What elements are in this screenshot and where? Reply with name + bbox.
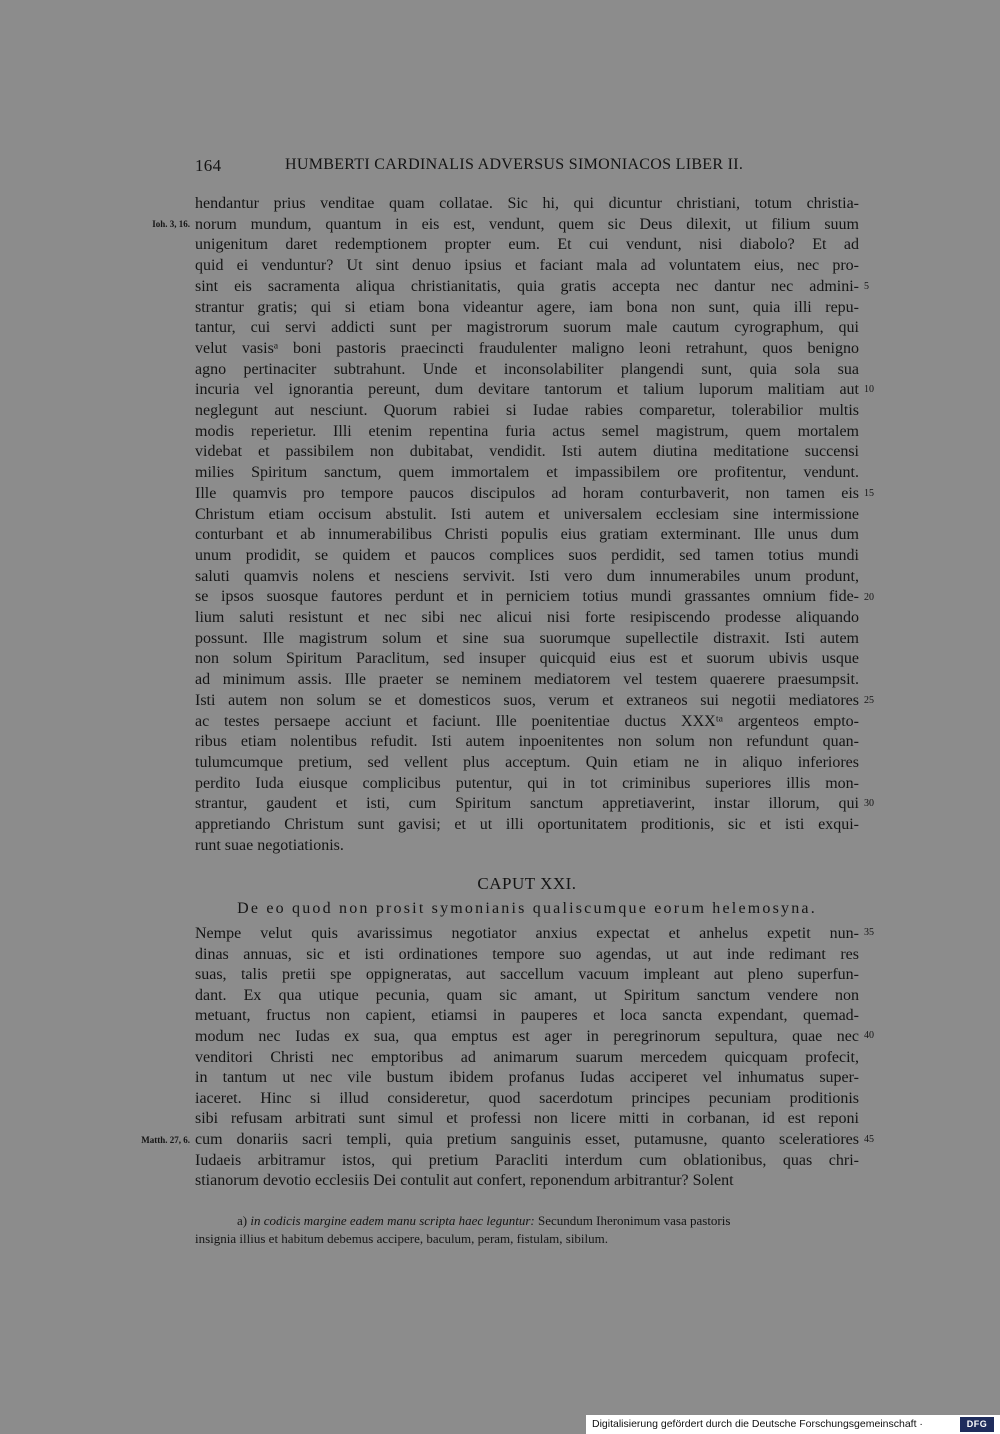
text-line: strantur gratis; qui si etiam bona videantur agere, iam bona non sunt, quia illi repu- — [195, 298, 859, 316]
line-number: 25 — [864, 695, 874, 706]
footnote-line — [237, 1212, 859, 1230]
text-line: unigenitum daret redemptionem propter eum. Et cui vendunt, nisi diabolo? Et ad — [195, 236, 859, 254]
text-line: Iudaeis arbitramur istos, qui pretium Paracliti interdum cum oblationibus, quas chri- — [195, 1151, 859, 1169]
text-line: iaceret. Hinc si illud consideretur, quod sacerdotum principes pecuniam proditionis — [195, 1089, 859, 1107]
text-line: hendantur prius venditae quam collatae. Sic hi, qui dicuntur christiani, totum christia- — [195, 195, 859, 212]
text-line: neglegunt aut nesciunt. Quorum rabiei si Iudae rabies comparetur, tolerabilior multis — [195, 402, 859, 419]
text-line: videbat et passibilem non dubitabat, vendidit. Isti autem diutina meditatione succensi — [195, 443, 859, 461]
line-number: 5 — [864, 281, 869, 292]
text-line: strantur, gaudent et isti, cum Spiritum sanctum appretiaverint, instar illorum, qui — [195, 795, 859, 813]
line-number: 20 — [864, 592, 874, 603]
text-line: lium saluti resistunt et nec sibi nec alicui nisi forte resipiscendo prodesse aliquando — [195, 609, 859, 626]
text-line: norum mundum, quantum in eis est, vendunt, quem sic Deus dilexit, ut filium suum — [195, 215, 859, 233]
text-line: Ille quamvis pro tempore paucos discipulos ad horam conturbaverit, non tamen eis — [195, 484, 859, 502]
text-line: agno pertinaciter subtrahunt. Unde et inconsolabiliter plangendi sunt, quia sola sua — [195, 360, 859, 378]
line-number: 10 — [864, 384, 874, 395]
text-line: modis reperietur. Illi etenim repentina furia actus semel magistrum, quem mortalem — [195, 422, 859, 440]
line-number: 15 — [864, 488, 874, 499]
text-line: quid ei venduntur? Ut sint denuo ipsius et faciant mala ad voluntatem eius, nec pro- — [195, 257, 859, 275]
text-line: se ipsos suosque fautores perdunt et in perniciem totius mundi grassantes omnium fide- — [195, 588, 859, 606]
chapter-subtitle: De eo quod non prosit symonianis qualiscumque eorum helemosyna. — [237, 900, 817, 917]
text-line: Nempe velut quis avarissimus negotiator anxius expectat et anhelus expetit nun- — [195, 925, 859, 942]
text-line: sint eis sacramenta aliqua christianitatis, quia gratis accepta nec dantur nec admini- — [195, 277, 859, 295]
text-line: modum nec Iudas ex sua, qua emptus est ager in peregrinorum sepultura, quae nec — [195, 1028, 859, 1045]
digitization-credit: Digitalisierung gefördert durch die Deutsche Forschungsgemeinschaft · — [592, 1418, 923, 1430]
line-number: 40 — [864, 1030, 874, 1041]
line-number: 30 — [864, 798, 874, 809]
text-line: unum prodidit, se quidem et paucos complices suos perdidit, sed tamen totius mundi — [195, 546, 859, 564]
text-line: possunt. Ille magistrum solum et sine sua suorumque supellectile distraxit. Isti autem — [195, 629, 859, 647]
text-line: runt suae negotiationis. — [195, 836, 344, 854]
text-line: incuria vel ignorantia pereunt, dum devitare tantorum et talium luporum malitiam aut — [195, 381, 859, 399]
text-line: sibi refusam arbitrati sunt simul et professi non licere mitti in corbanan, id est reponi — [195, 1110, 859, 1128]
text-line: in tantum ut nec vile bustum ibidem profanus Iudas acciperet vel inhumatus super- — [195, 1069, 859, 1087]
footer-bar — [586, 1415, 1000, 1434]
text-line: velut vasisᵃ boni pastoris praecincti fraudulenter maligno leoni retrahunt, quos benigno — [195, 339, 859, 357]
text-line: milies Spiritum sanctum, quem immortalem et impassibilem ore profitentur, vendunt. — [195, 464, 859, 482]
line-number: 35 — [864, 927, 874, 938]
text-line: non solum Spiritum Paraclitum, sed insuper quicquid eius est et suorum ubivis usque — [195, 650, 859, 668]
margin-reference: Matth. 27, 6. — [141, 1135, 190, 1145]
text-line: stianorum devotio ecclesiis Dei contulit aut confert, reponendum arbitrantur? Solent — [195, 1172, 734, 1190]
text-line: Isti autem non solum se et domesticos suos, verum et extraneos sui negotii mediatores — [195, 691, 859, 709]
running-title: HUMBERTI CARDINALIS ADVERSUS SIMONIACOS LIBER II. — [285, 156, 744, 173]
text-line: appretiando Christum sunt gavisi; et ut illi oportunitatem proditionis, sic et isti exqui- — [195, 816, 859, 833]
text-line: metuant, fructus non capient, etiamsi in pauperes et loca sancta expendant, quemad- — [195, 1007, 859, 1025]
text-line: venditori Christi nec emptoribus ad animarum suarum mercedem quicquam profecit, — [195, 1048, 859, 1066]
page-number: 164 — [195, 156, 222, 175]
footnote-marker: a) — [237, 1213, 248, 1228]
text-line: saluti quamvis nolens et nesciens servivit. Isti vero dum innumerabiles unum produnt, — [195, 567, 859, 585]
footnote-text: Secundum Iheronimum vasa pastoris — [538, 1213, 731, 1228]
text-line: ribus etiam nolentibus refudit. Isti autem inpoenitentes non solum non refundunt quan- — [195, 733, 859, 751]
footnote-line: insignia illius et habitum debemus accipere, baculum, peram, fistulam, sibilum. — [195, 1231, 609, 1246]
text-line: dant. Ex qua utique pecunia, quam sic amant, ut Spiritum sanctum vendere non — [195, 986, 859, 1004]
text-line: suas, talis pretii spe oppigneratas, aut saccellum vacuum impleant aut pleno superfun- — [195, 966, 859, 984]
text-line: tantur, cui servi addicti sunt per magistrorum suorum male cautum cyrographum, qui — [195, 319, 859, 337]
text-line: cum donariis sacri templi, quia pretium sanguinis esset, putamusne, quanto sceleratiores — [195, 1131, 859, 1148]
text-line: perdito Iuda eiusque complicibus putentur, qui in tot criminibus superiores illis mon- — [195, 774, 859, 792]
text-line: tulumcumque pretium, sed vellent plus acceptum. Quin etiam ne in aliquo inferiores — [195, 753, 859, 771]
page-header — [195, 156, 765, 178]
margin-reference: Ioh. 3, 16. — [152, 219, 190, 229]
line-number: 45 — [864, 1134, 874, 1145]
text-line: ad minimum assis. Ille praeter se neminem mediatorem vel testem quaerere praesumpsit. — [195, 671, 859, 689]
text-line: Christum etiam occisum abstulit. Isti autem et universalem ecclesiam sine intermissione — [195, 505, 859, 523]
text-line: dinas annuas, sic et isti ordinationes tempore suo agendas, ut aut inde redimant res — [195, 945, 859, 963]
text-line: conturbant et ab innumerabilibus Christi populis eius gratiam exterminant. Ille unus dum — [195, 526, 859, 544]
footnote-italic: in codicis margine eadem manu scripta haec leguntur: — [250, 1213, 535, 1228]
dfg-logo: DFG — [960, 1417, 994, 1432]
text-line: ac testes persaepe acciunt et faciunt. Ille poenitentiae ductus XXXᵗᵃ argenteos empto- — [195, 712, 859, 730]
chapter-heading: CAPUT XXI. — [477, 874, 577, 893]
